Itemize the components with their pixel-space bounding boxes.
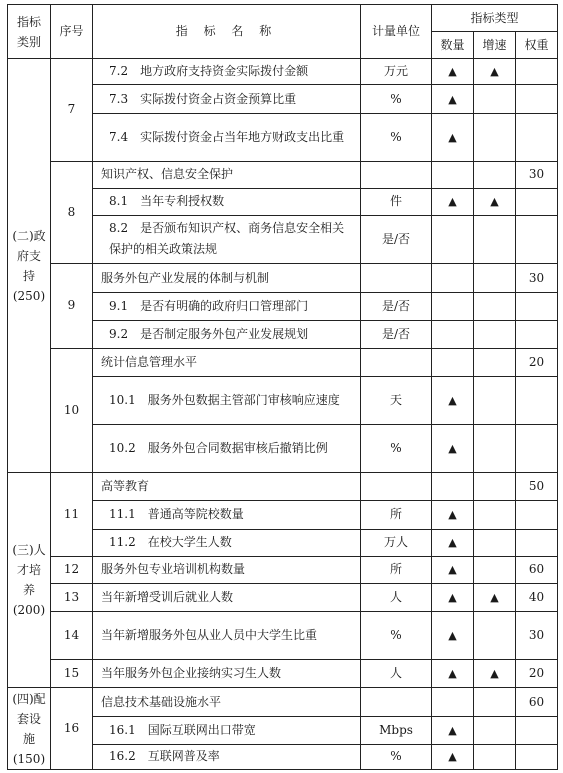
header-type-group: 指标类型	[432, 5, 558, 32]
quantity-mark: ▲	[432, 660, 474, 688]
speed-mark	[474, 716, 516, 744]
unit-cell: 是/否	[361, 215, 432, 263]
quantity-mark	[432, 688, 474, 716]
weight-cell: 50	[516, 473, 558, 501]
quantity-mark	[432, 264, 474, 293]
speed-mark	[474, 348, 516, 376]
speed-mark	[474, 529, 516, 556]
quantity-mark: ▲	[432, 424, 474, 472]
unit-cell: Mbps	[361, 716, 432, 744]
quantity-mark: ▲	[432, 556, 474, 583]
speed-mark	[474, 161, 516, 188]
indicator-name: 知识产权、信息安全保护	[93, 161, 361, 188]
indicator-name: 10.1 服务外包数据主管部门审核响应速度	[93, 376, 361, 424]
weight-cell	[516, 716, 558, 744]
indicator-name: 9.2 是否制定服务外包产业发展规划	[93, 321, 361, 348]
indicator-name: 高等教育	[93, 473, 361, 501]
weight-cell: 20	[516, 348, 558, 376]
speed-mark	[474, 114, 516, 161]
indicator-name: 9.1 是否有明确的政府归口管理部门	[93, 293, 361, 321]
unit-cell: 是/否	[361, 293, 432, 321]
unit-cell: %	[361, 114, 432, 161]
unit-cell	[361, 264, 432, 293]
seq-cell: 14	[51, 612, 93, 660]
seq-cell: 16	[51, 688, 93, 770]
quantity-mark	[432, 215, 474, 263]
indicator-name: 当年新增服务外包从业人员中大学生比重	[93, 612, 361, 660]
quantity-mark: ▲	[432, 744, 474, 769]
unit-cell	[361, 688, 432, 716]
indicator-name: 11.2 在校大学生人数	[93, 529, 361, 556]
header-speed: 增速	[474, 32, 516, 59]
quantity-mark: ▲	[432, 583, 474, 611]
indicator-name: 当年新增受训后就业人数	[93, 583, 361, 611]
speed-mark	[474, 688, 516, 716]
weight-cell	[516, 114, 558, 161]
table-row	[8, 688, 558, 716]
header-seq: 序号	[51, 5, 93, 59]
weight-cell	[516, 293, 558, 321]
quantity-mark: ▲	[432, 501, 474, 529]
weight-cell	[516, 59, 558, 85]
indicator-name: 11.1 普通高等院校数量	[93, 501, 361, 529]
table-row	[8, 556, 558, 583]
quantity-mark	[432, 348, 474, 376]
speed-mark	[474, 556, 516, 583]
indicator-name: 8.1 当年专利授权数	[93, 188, 361, 215]
unit-cell	[361, 348, 432, 376]
seq-cell: 9	[51, 264, 93, 348]
indicator-name: 信息技术基础设施水平	[93, 688, 361, 716]
indicator-name: 16.2 互联网普及率	[93, 744, 361, 769]
speed-mark: ▲	[474, 188, 516, 215]
seq-cell: 7	[51, 59, 93, 162]
category-cell: (四)配套设施(150)	[8, 688, 51, 770]
table-row	[8, 59, 558, 85]
weight-cell	[516, 85, 558, 114]
quantity-mark: ▲	[432, 114, 474, 161]
category-cell: (三)人才培养(200)	[8, 473, 51, 688]
unit-cell: 人	[361, 583, 432, 611]
speed-mark	[474, 321, 516, 348]
unit-cell	[361, 473, 432, 501]
weight-cell	[516, 744, 558, 769]
category-cell: (二)政府支持(250)	[8, 59, 51, 473]
indicator-name: 10.2 服务外包合同数据审核后撤销比例	[93, 424, 361, 472]
speed-mark	[474, 424, 516, 472]
quantity-mark: ▲	[432, 188, 474, 215]
seq-cell: 10	[51, 348, 93, 473]
unit-cell: 天	[361, 376, 432, 424]
table-row	[8, 348, 558, 376]
quantity-mark	[432, 161, 474, 188]
table-row	[8, 473, 558, 501]
speed-mark: ▲	[474, 660, 516, 688]
quantity-mark	[432, 321, 474, 348]
indicator-name: 统计信息管理水平	[93, 348, 361, 376]
unit-cell	[361, 161, 432, 188]
seq-cell: 11	[51, 473, 93, 556]
unit-cell: 所	[361, 556, 432, 583]
table-row	[8, 161, 558, 188]
speed-mark	[474, 85, 516, 114]
speed-mark	[474, 215, 516, 263]
unit-cell: 万人	[361, 529, 432, 556]
indicator-name: 8.2 是否颁布知识产权、商务信息安全相关保护的相关政策法规	[93, 215, 361, 263]
quantity-mark: ▲	[432, 59, 474, 85]
unit-cell: %	[361, 744, 432, 769]
unit-cell: 人	[361, 660, 432, 688]
speed-mark	[474, 744, 516, 769]
seq-cell: 15	[51, 660, 93, 688]
quantity-mark	[432, 473, 474, 501]
speed-mark	[474, 376, 516, 424]
speed-mark	[474, 473, 516, 501]
indicator-name: 7.4 实际拨付资金占当年地方财政支出比重	[93, 114, 361, 161]
speed-mark	[474, 501, 516, 529]
speed-mark	[474, 293, 516, 321]
indicator-name: 服务外包产业发展的体制与机制	[93, 264, 361, 293]
unit-cell: 是/否	[361, 321, 432, 348]
indicator-name: 服务外包专业培训机构数量	[93, 556, 361, 583]
weight-cell	[516, 376, 558, 424]
weight-cell: 40	[516, 583, 558, 611]
unit-cell: 件	[361, 188, 432, 215]
weight-cell	[516, 501, 558, 529]
speed-mark	[474, 264, 516, 293]
weight-cell	[516, 215, 558, 263]
weight-cell: 30	[516, 264, 558, 293]
indicator-name: 7.3 实际拨付资金占资金预算比重	[93, 85, 361, 114]
unit-cell: 所	[361, 501, 432, 529]
seq-cell: 13	[51, 583, 93, 611]
seq-cell: 8	[51, 161, 93, 264]
quantity-mark: ▲	[432, 529, 474, 556]
table-row	[8, 264, 558, 293]
unit-cell: %	[361, 85, 432, 114]
quantity-mark: ▲	[432, 376, 474, 424]
indicator-name: 16.1 国际互联网出口带宽	[93, 716, 361, 744]
indicator-name: 当年服务外包企业接纳实习生人数	[93, 660, 361, 688]
weight-cell: 60	[516, 688, 558, 716]
speed-mark	[474, 612, 516, 660]
weight-cell	[516, 321, 558, 348]
speed-mark: ▲	[474, 583, 516, 611]
speed-mark: ▲	[474, 59, 516, 85]
header-category: 指标类别	[8, 5, 51, 59]
header-quantity: 数量	[432, 32, 474, 59]
weight-cell	[516, 188, 558, 215]
table-row	[8, 660, 558, 688]
header-weight: 权重	[516, 32, 558, 59]
quantity-mark: ▲	[432, 612, 474, 660]
unit-cell: %	[361, 424, 432, 472]
weight-cell: 60	[516, 556, 558, 583]
indicator-name: 7.2 地方政府支持资金实际拨付金额	[93, 59, 361, 85]
seq-cell: 12	[51, 556, 93, 583]
header-unit: 计量单位	[361, 5, 432, 59]
unit-cell: %	[361, 612, 432, 660]
table-row	[8, 612, 558, 660]
header-name: 指 标 名 称	[93, 5, 361, 59]
weight-cell	[516, 424, 558, 472]
quantity-mark: ▲	[432, 85, 474, 114]
unit-cell: 万元	[361, 59, 432, 85]
weight-cell: 30	[516, 161, 558, 188]
weight-cell: 20	[516, 660, 558, 688]
quantity-mark: ▲	[432, 716, 474, 744]
weight-cell: 30	[516, 612, 558, 660]
indicator-table	[7, 4, 558, 770]
table-row	[8, 583, 558, 611]
weight-cell	[516, 529, 558, 556]
quantity-mark	[432, 293, 474, 321]
